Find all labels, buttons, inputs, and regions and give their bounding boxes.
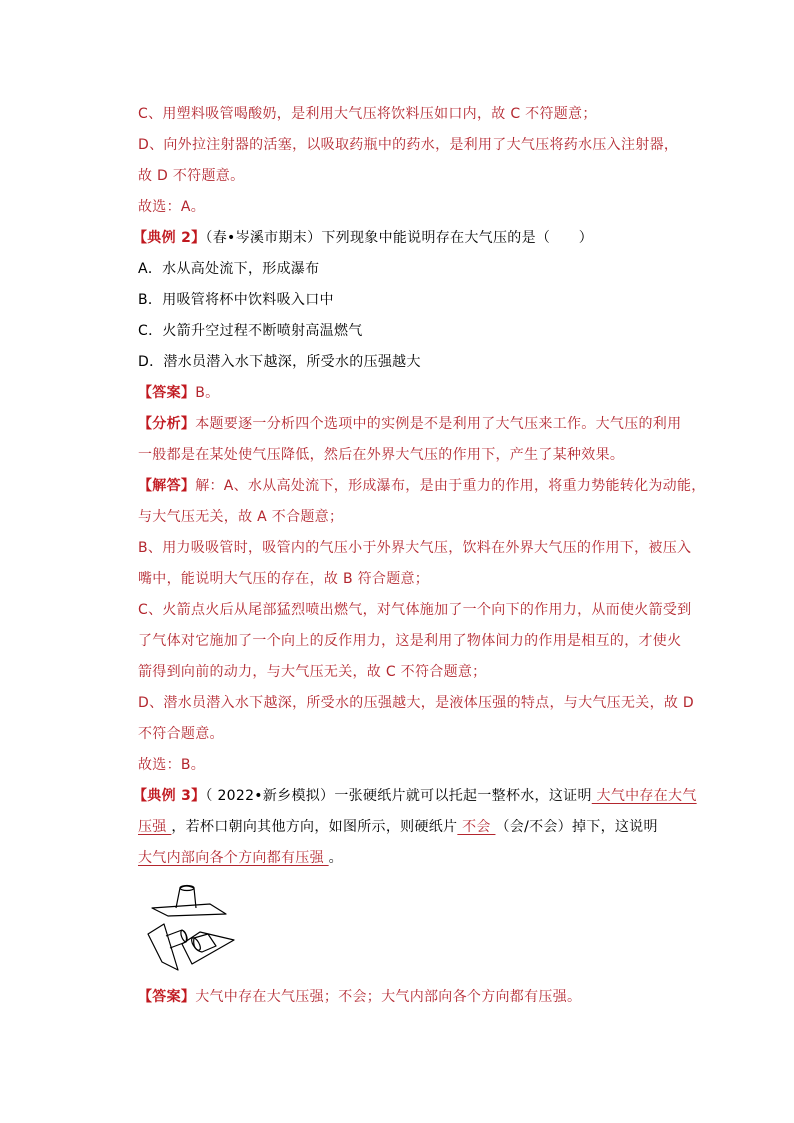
example2-solution-c-line2: 了气体对它施加了一个向上的反作用力，这是利用了物体间力的作用是相互的，才使火 <box>138 633 682 649</box>
figure-card-right <box>182 932 234 964</box>
figure-cup-right-rim <box>190 936 202 951</box>
example3-answer-tag: 【答案】 <box>138 989 196 1005</box>
example3-question-end: 。 <box>328 850 343 866</box>
example2-solution-c-line3: 箭得到向前的动力，与大气压无关，故 C 不符合题意； <box>138 664 487 680</box>
example2-solution-d-line1: D、潜水员潜入水下越深，所受水的压强越大，是液体压强的特点，与大气压无关，故 D <box>138 695 695 711</box>
prev-solution-choice: 故选：A。 <box>138 199 206 215</box>
example2-analysis-tag: 【分析】 <box>138 416 196 432</box>
example2-solution-d-line2: 不符合题意。 <box>138 726 224 742</box>
example3-question-line2 <box>138 817 658 837</box>
example3-blank3: 大气内部向各个方向都有压强 <box>138 850 329 866</box>
prev-solution-d-line1: D、向外拉注射器的活塞，以吸取药瓶中的药水，是利用了大气压将药水压入注射器， <box>138 137 679 153</box>
example3-question-line3 <box>138 848 343 868</box>
prev-solution-d-line2: 故 D 不符题意。 <box>138 168 245 184</box>
example2-solution-b-line2: 嘴中，能说明大气压的存在，故 B 符合题意； <box>138 571 430 587</box>
figure-card-top <box>152 904 226 916</box>
example2-answer-tag: 【答案】 <box>138 385 196 401</box>
example2-solution-b-line1: B、用力吸吸管时，吸管内的气压小于外界大气压，饮料在外界大气压的作用下，被压入 <box>138 540 692 556</box>
example2-analysis-line2: 一般都是在某处使气压降低，然后在外界大气压的作用下，产生了某种效果。 <box>138 447 625 463</box>
example2-option-d: D．潜水员潜入水下越深，所受水的压强越大 <box>138 354 421 370</box>
example2-question-line <box>133 228 593 248</box>
example3-blank1-part2: 压强 <box>138 819 172 835</box>
example2-solution-tag: 【解答】 <box>138 478 196 494</box>
cup-card-figure <box>138 878 238 978</box>
example2-analysis-text1: 本题要逐一分析四个选项中的实例是不是利用了大气压来工作。大气压的利用 <box>195 416 682 432</box>
example3-blank2: 不会 <box>457 819 496 835</box>
example2-option-b: B．用吸管将杯中饮料吸入口中 <box>138 292 334 308</box>
example2-choice: 故选：B。 <box>138 757 206 773</box>
example3-answer-line <box>138 987 581 1007</box>
example3-question-part1: （ 2022•新乡模拟）一张硬纸片就可以托起一整杯水，这证明 <box>205 788 592 804</box>
example2-question: （春•岑溪市期末）下列现象中能说明存在大气压的是（ ） <box>205 230 594 246</box>
example3-tag: 【典例 3】 <box>133 788 206 804</box>
example2-answer: B。 <box>195 385 220 401</box>
example3-blank1-part1: 大气中存在大气 <box>591 788 697 804</box>
example2-answer-line <box>138 383 219 403</box>
prev-solution-c: C、用塑料吸管喝酸奶，是利用大气压将饮料压如口内，故 C 不符题意； <box>138 106 597 122</box>
example2-solution-a-text1: 解：A、水从高处流下，形成瀑布，是由于重力的作用，将重力势能转化为动能， <box>195 478 706 494</box>
example3-question-part3: （会/不会）掉下，这说明 <box>495 819 658 835</box>
example2-analysis-line1 <box>138 414 681 434</box>
example3-question-part2: ，若杯口朝向其他方向，如图所示，则硬纸片 <box>171 819 458 835</box>
example3-answer: 大气中存在大气压强；不会；大气内部向各个方向都有压强。 <box>195 989 582 1005</box>
example2-solution-a-line1 <box>138 476 706 496</box>
example2-solution-c-line1: C、火箭点火后从尾部猛烈喷出燃气，对气体施加了一个向下的作用力，从而使火箭受到 <box>138 602 692 618</box>
example2-tag: 【典例 2】 <box>133 230 206 246</box>
example3-question-line1 <box>133 786 697 806</box>
example2-solution-a-line2: 与大气压无关，故 A 不合题意； <box>138 509 344 525</box>
example2-option-c: C．火箭升空过程不断喷射高温燃气 <box>138 323 363 339</box>
example2-option-a: A．水从高处流下，形成瀑布 <box>138 261 320 277</box>
